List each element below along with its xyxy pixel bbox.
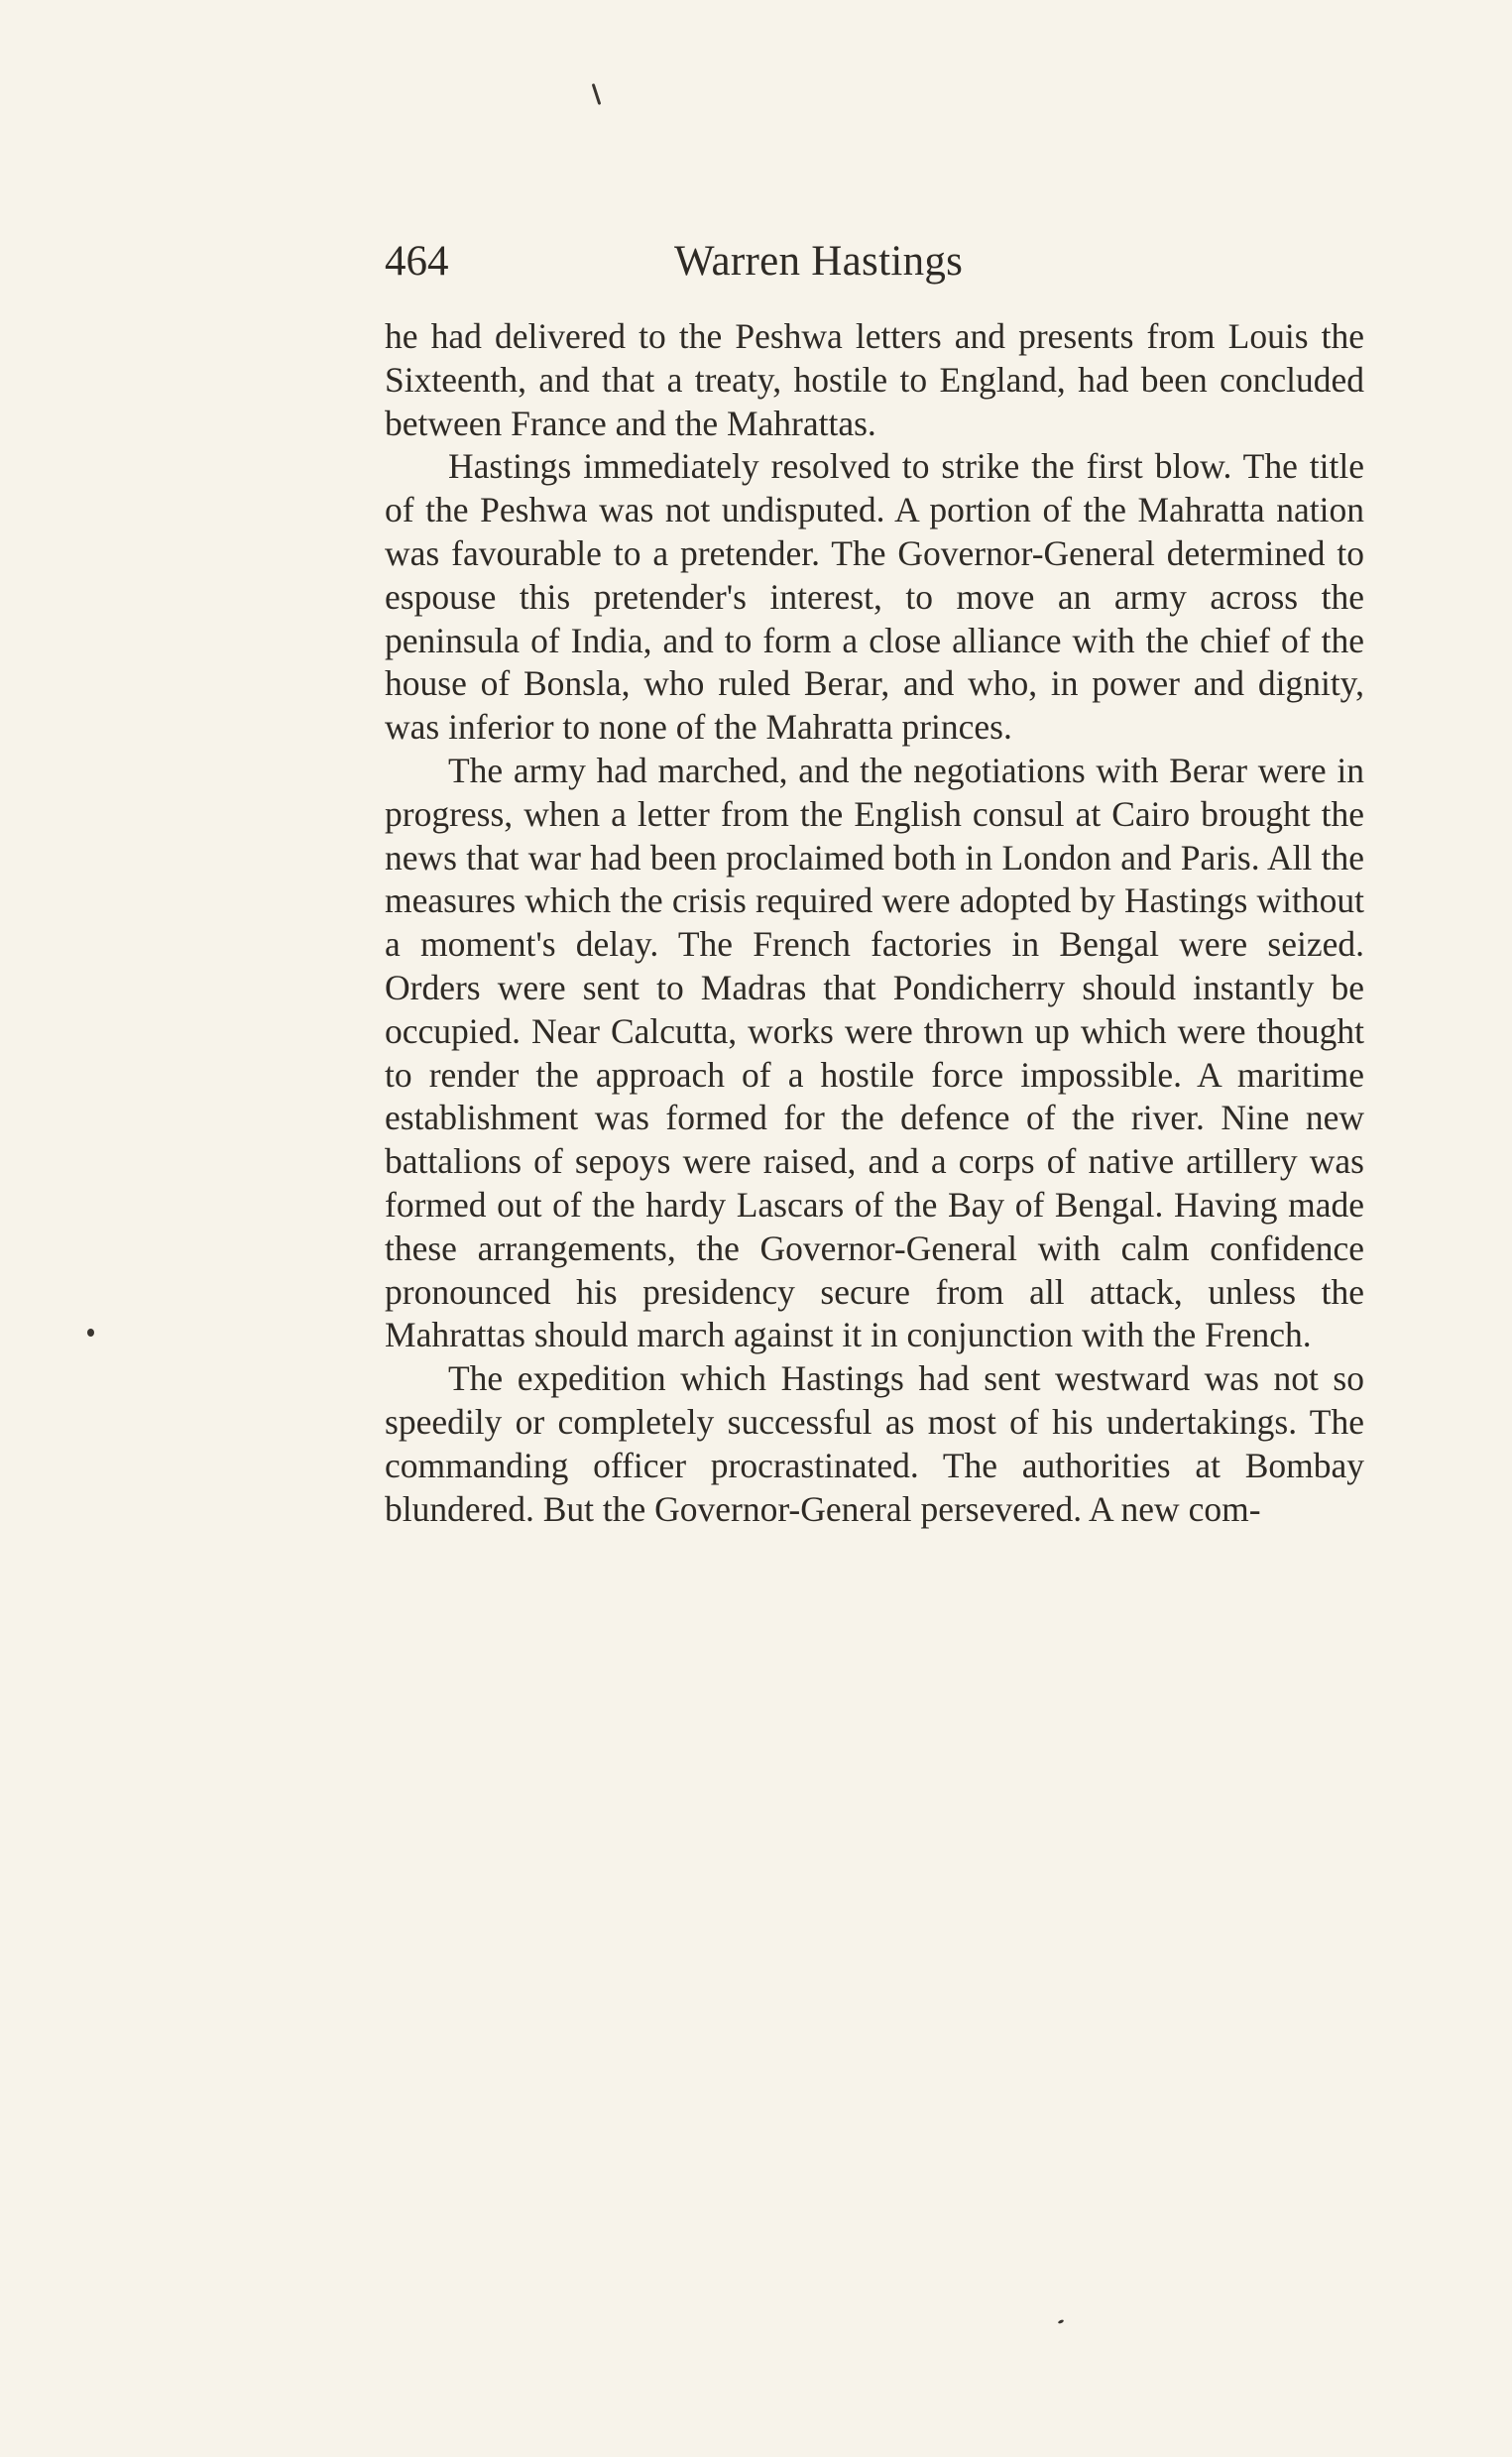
body-text [385, 315, 1364, 1531]
paragraph: Hastings immediately resolved to strike the first blow. The title of the Peshwa was not undisputed. A portion of the Mahratta nation was favourable to a pretender. The Governor-General determined to espouse this pretender's interest, to move an army across the peninsula of India, and to form a close alliance with the chief of the house of Bonsla, who ruled Berar, and who, in power and dignity, was inferior to none of the Mahratta princes. [385, 446, 1364, 748]
page-number: 464 [385, 238, 449, 285]
running-title: Warren Hastings [674, 238, 964, 285]
scan-mark [592, 83, 602, 105]
paragraph: The army had marched, and the negotiations with Berar were in progress, when a letter from the English consul at Cairo brought the news that war had been proclaimed both in London and Paris. All the measures which the crisis required were adopted by Hastings without a moment's delay. The French factories in Bengal were seized. Orders were sent to Madras that Pondicherry should instantly be occupied. Near Calcutta, works were thrown up which were thought to render the approach of a hostile force impossible. A maritime establishment was formed for the defence of the river. Nine new battalions of sepoys were raised, and a corps of native artillery was formed out of the hardy Lascars of the Bay of Bengal. Having made these arrangements, the Governor-General with calm confidence pronounced his presidency secure from all attack, unless the Mahrattas should march against it in conjunction with the French. [385, 750, 1364, 1355]
paragraph: he had delivered to the Peshwa letters and presents from Louis the Sixteenth, and that a treaty, hostile to England, had been concluded between France and the Mahrattas. [385, 316, 1364, 443]
scan-speck [87, 1329, 94, 1337]
scan-speck [1058, 2319, 1065, 2324]
running-header [385, 234, 1366, 293]
paragraph: The expedition which Hastings had sent westward was not so speedily or completely successful as most of his undertakings. The commanding officer procrastinated. The authorities at Bombay blundered. But the Governor-General persevered. A new com- [385, 1358, 1364, 1529]
